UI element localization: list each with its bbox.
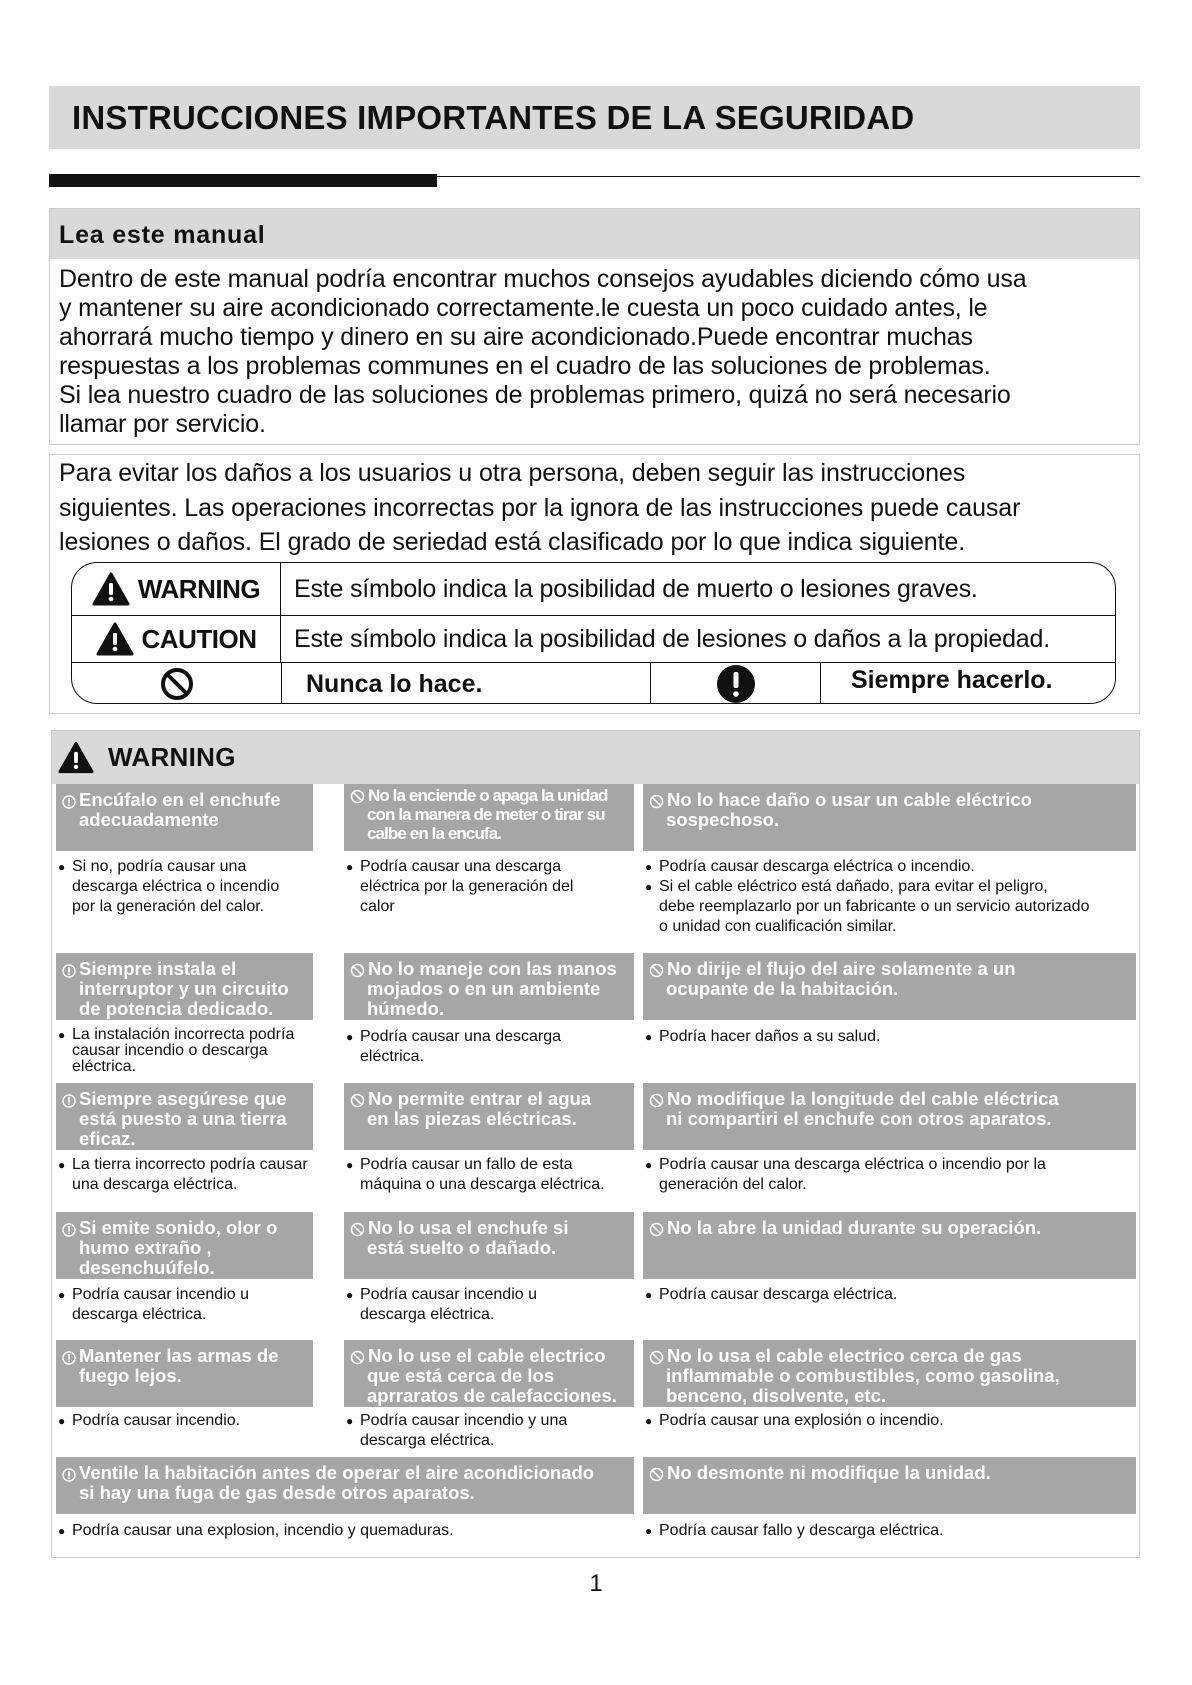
bullet-item [58,1411,325,1431]
title-bar [49,86,1140,149]
bullet-line: ● Podría causar una explosion, incendio y quemaduras. [72,1522,454,1539]
instruction-body [645,1521,1148,1541]
instruction-heading [56,1212,313,1279]
read-manual-section [49,208,1140,445]
heading-text: No permite entrar el agua [368,1088,592,1109]
instruction-body [346,1411,646,1451]
bullet-line: ● Podría causar incendio u [72,1286,249,1303]
read-manual-heading: Lea este manual [50,209,1139,259]
instruction-body [645,857,1148,937]
bullet-line: por la generación del calor. [72,898,265,915]
heading-line: adecuadamente [79,809,219,830]
mandatory-icon [62,964,76,978]
mandatory-icon [62,1351,76,1365]
prohibited-icon [350,1222,365,1237]
bullet-line: debe reemplazarlo por un fabricante o un servicio autorizado [659,898,1090,915]
bullet-line: eléctrica. [72,1058,137,1075]
heading-line [62,1089,307,1109]
bullet-line: ● Si el cable eléctrico está dañado, para evitar el peligro, [659,878,1048,895]
heading-line: calbe en la encufa. [367,824,502,843]
instruction-body [645,1155,1148,1195]
heading-text: No lo maneje con las manos [368,958,617,979]
intro-text [50,456,1139,560]
bullet-line: causar incendio o descarga [72,1042,268,1059]
heading-line: ni compartiri el enchufe con otros aparatos. [666,1108,1052,1129]
heading-line: está suelto o dañado. [367,1237,557,1258]
instruction-body [645,1411,1148,1431]
bullet-item [645,1155,1148,1195]
prohibited-icon [350,1093,365,1108]
bullet-line: calor [360,898,395,915]
prohibited-icon [649,1093,664,1108]
bullet-item [346,857,646,917]
warning-label: WARNING [137,573,261,604]
bullet-line: ● La instalación incorrecta podría [72,1026,295,1043]
heading-text: Siempre instala el [79,958,237,979]
instruction-heading [56,1457,634,1514]
instruction-body [346,1155,646,1195]
bullet-line: ● Podría causar incendio u [360,1286,537,1303]
bullet-line: ● Podría causar fallo y descarga eléctrica. [659,1522,944,1539]
mandatory-icon [62,1468,76,1482]
heading-text: No lo hace daño o usar un cable eléctrico [667,789,1032,810]
prohibited-icon [160,667,194,701]
bullet-line: ● Podría causar una descarga [360,1028,562,1045]
bullet-item [645,857,1148,877]
bullet-item [346,1155,646,1195]
prohibited-icon [649,794,664,809]
instruction-heading [643,1212,1136,1279]
heading-text: No la enciende o apaga la unidad [368,786,608,805]
bullet-item [58,1521,646,1541]
instruction-heading [643,1457,1136,1514]
bullet-item [346,1285,646,1325]
bullet-item [58,857,325,917]
instruction-heading [643,1083,1136,1150]
bullet-line: eléctrica por la generación del [360,878,574,895]
heading-line [62,1463,628,1483]
instruction-heading [56,953,313,1020]
heading-text: No modifique la longitude del cable eléctrica [667,1088,1059,1109]
instruction-heading [344,1340,634,1407]
heading-line: interruptor y un circuito [79,978,289,999]
bullet-line: ● Podría causar incendio y una [360,1412,568,1429]
instruction-heading [643,1340,1136,1407]
bullet-line: ● Podría causar una descarga [360,858,562,875]
instruction-body [58,1521,646,1541]
prohibited-icon [649,1467,664,1482]
instruction-heading [344,953,634,1020]
warning-section [51,730,1140,1558]
mandatory-icon [62,1223,76,1237]
bullet-item [645,1027,1148,1047]
bullet-line: ● Podría causar una descarga eléctrica o incendio por la [659,1156,1046,1173]
heading-line [62,1218,307,1238]
heading-text: Si emite sonido, olor o [79,1217,278,1238]
bullet-line: ● Si no, podría causar una [72,858,247,875]
bullet-item [645,1285,1148,1305]
instruction-body [58,1285,325,1325]
symbol-row-warning [72,563,1115,616]
heading-line: si hay una fuga de gas desde otros aparatos. [79,1482,475,1503]
instruction-heading [344,784,634,851]
page-number: 1 [589,1570,603,1597]
heading-line [649,1463,1130,1483]
bullet-line: ● Podría hacer daños a su salud. [659,1028,881,1045]
warning-heading [52,731,1139,784]
prohibited-icon [350,789,365,804]
warning-triangle-icon [92,572,130,606]
prohibited-icon [350,963,365,978]
bullet-item [58,1027,325,1075]
bullet-line: descarga eléctrica. [72,1306,207,1323]
heading-line: que está cerca de los [367,1365,555,1386]
bullet-line: ● Podría causar una explosión o incendio. [659,1412,944,1429]
bullet-line: ● Podría causar incendio. [72,1412,241,1429]
symbol-legend-table [71,562,1116,704]
heading-line [62,959,307,979]
bullet-line: ● Podría causar descarga eléctrica. [659,1286,898,1303]
heading-line: en las piezas eléctricas. [367,1108,577,1129]
prohibited-icon [649,1222,664,1237]
heading-line [649,1089,1130,1109]
instruction-body [346,1027,646,1067]
instruction-body [645,1027,1148,1047]
instruction-body [645,1285,1148,1305]
bullet-item [58,1155,325,1195]
heading-line [649,790,1130,810]
heading-line: ocupante de la habitación. [666,978,899,999]
instruction-heading [344,1212,634,1279]
heading-line: con la manera de meter o tirar su [367,805,605,824]
instruction-heading [643,953,1136,1020]
prohibited-icon [649,963,664,978]
heading-line: inflammable o combustibles, como gasolina, [666,1365,1060,1386]
bullet-line: descarga eléctrica. [360,1432,495,1449]
instruction-heading [56,1083,313,1150]
heading-line [350,1089,628,1109]
page-title: INSTRUCCIONES IMPORTANTES DE LA SEGURIDAD [72,99,915,136]
heading-line: sospechoso. [666,809,780,830]
heading-line [62,1346,307,1366]
instruction-heading [643,784,1136,851]
instruction-body [58,1411,325,1431]
heading-line [350,1346,628,1366]
heading-line: eficaz. [79,1128,136,1149]
instruction-heading [56,784,313,851]
divider-thin [437,176,1140,177]
read-manual-text [50,259,1140,439]
heading-line [350,1218,628,1238]
heading-line [350,786,628,805]
heading-text: No la abre la unidad durante su operación. [667,1217,1042,1238]
heading-line: desenchuúfelo. [79,1257,215,1278]
heading-text: No lo usa el cable electrico cerca de gas [667,1345,1022,1366]
text-line: Para evitar los daños a los usuarios u otra persona, deben seguir las instrucciones [59,459,966,487]
warning-heading-text: WARNING [108,742,236,772]
text-line: Si lea nuestro cuadro de las soluciones de problemas primero, quizá no será necesario [59,381,1011,409]
text-line: llamar por servicio. [59,410,266,438]
instruction-body [346,857,646,917]
instruction-heading [344,1083,634,1150]
bullet-item [645,1521,1148,1541]
bullet-line: descarga eléctrica. [360,1306,495,1323]
heading-text: Siempre asegúrese que [79,1088,287,1109]
heading-text: Encúfalo en el enchufe [79,789,281,810]
warning-triangle-icon [58,741,94,774]
bullet-item [346,1411,646,1451]
bullet-item [58,1285,325,1325]
bullet-line: descarga eléctrica o incendio [72,878,280,895]
warning-description: Este símbolo indica la posibilidad de muerto o lesiones graves. [294,574,978,603]
heading-line: está puesto a una tierra [79,1108,287,1129]
text-line: ahorrará mucho tiempo y dinero en su aire acondicionado.Puede encontrar muchas [59,323,973,351]
heading-line [649,959,1130,979]
mandatory-icon [716,664,756,704]
instruction-body [346,1285,646,1325]
heading-line: fuego lejos. [79,1365,182,1386]
heading-text: No lo use el cable electrico [368,1345,606,1366]
bullet-line: una descarga eléctrica. [72,1176,238,1193]
text-line: lesiones o daños. El grado de seriedad está clasificado por lo que indica siguiente. [59,528,966,556]
prohibited-icon [350,1350,365,1365]
always-label: Siempre hacerlo. [851,665,1053,694]
prohibited-icon [649,1350,664,1365]
caution-triangle-icon [96,622,134,656]
heading-line: benceno, disolvente, etc. [666,1385,887,1406]
heading-line: mojados o en un ambiente [367,978,601,999]
caution-label: CAUTION [141,623,257,654]
caution-description: Este símbolo indica la posibilidad de lesiones o daños a la propiedad. [294,624,1050,653]
heading-line [649,1346,1130,1366]
instruction-body [58,1027,325,1075]
heading-text: Mantener las armas de [79,1345,279,1366]
heading-text: No desmonte ni modifique la unidad. [667,1462,991,1483]
symbol-row-caution [72,616,1115,663]
bullet-item [645,877,1148,937]
text-line: y mantener su aire acondicionado correctamente.le cuesta un poco cuidado antes, le [59,294,988,322]
bullet-line: ● Podría causar descarga eléctrica o incendio. [659,858,975,875]
text-line: respuestas a los problemas communes en el cuadro de las soluciones de problemas. [59,352,991,380]
bullet-line: máquina o una descarga eléctrica. [360,1176,605,1193]
heading-line [62,790,307,810]
bullet-line: o unidad con cualificación similar. [659,918,897,935]
heading-line [350,959,628,979]
heading-line [649,1218,1130,1238]
heading-line: humo extraño , [79,1237,212,1258]
bullet-line: generación del calor. [659,1176,807,1193]
mandatory-icon [62,795,76,809]
heading-line: aprraratos de calefacciones. [367,1385,617,1406]
instruction-heading [56,1340,313,1407]
bullet-item [645,1411,1148,1431]
bullet-line: ● La tierra incorrecto podría causar [72,1156,308,1173]
never-label: Nunca lo hace. [281,663,651,704]
heading-text: No lo usa el enchufe si [368,1217,569,1238]
text-line: Dentro de este manual podría encontrar muchos consejos ayudables diciendo cómo usa [59,265,1027,293]
symbol-row-actions [72,663,1115,704]
text-line: siguientes. Las operaciones incorrectas por la ignora de las instrucciones puede causar [59,493,1021,522]
heading-line: húmedo. [367,998,445,1019]
heading-text: No dirije el flujo del aire solamente a un [667,958,1016,979]
bullet-item [346,1027,646,1067]
divider-thick [49,174,437,187]
bullet-line: ● Podría causar un fallo de esta [360,1156,573,1173]
instruction-body [58,1155,325,1195]
bullet-line: eléctrica. [360,1048,425,1065]
heading-text: Ventile la habitación antes de operar el aire acondicionado [79,1462,595,1483]
mandatory-icon [62,1094,76,1108]
instruction-body [58,857,325,917]
heading-line: de potencia dedicado. [79,998,274,1019]
